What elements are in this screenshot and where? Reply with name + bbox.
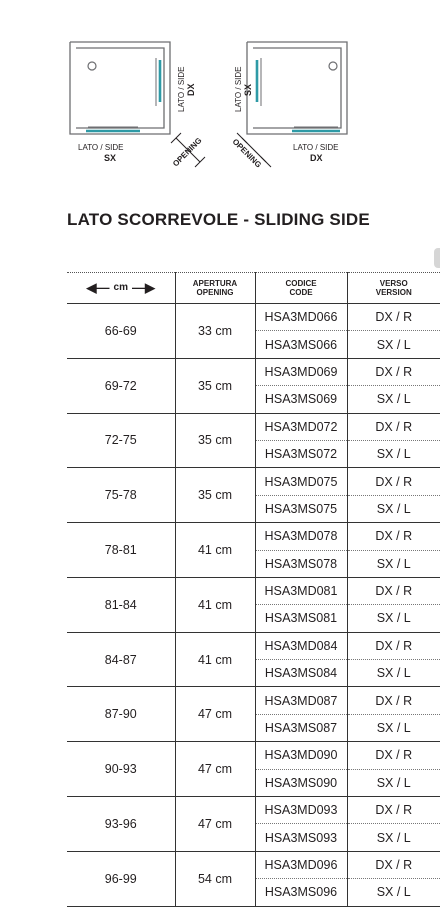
product-code-cell: HSA3MS072 — [255, 440, 347, 467]
product-code-cell: HSA3MD066 — [255, 304, 347, 331]
header-codice-label: CODICE — [285, 279, 317, 288]
version-cell: DX / R — [347, 358, 440, 385]
product-code-cell: HSA3MS075 — [255, 495, 347, 522]
header-apertura-label: APERTURA — [192, 279, 238, 288]
product-code-cell: HSA3MS069 — [255, 386, 347, 413]
product-code-cell: HSA3MD078 — [255, 523, 347, 550]
version-cell: DX / R — [347, 797, 440, 824]
version-cell: DX / R — [347, 632, 440, 659]
right-diagram — [231, 42, 347, 170]
version-cell: DX / R — [347, 687, 440, 714]
page-title: LATO SCORREVOLE - SLIDING SIDE — [67, 210, 370, 229]
right-glass-panels — [257, 60, 340, 131]
header-verso-label: VERSO — [379, 279, 408, 288]
left-side-bottom-value: SX — [104, 153, 117, 163]
header-cm-label: cm — [113, 282, 128, 293]
table-row — [67, 358, 440, 385]
opening-cell: 41 cm — [175, 632, 255, 687]
product-code-cell: HSA3MD093 — [255, 797, 347, 824]
product-code-cell: HSA3MS090 — [255, 769, 347, 796]
table-row — [67, 304, 440, 331]
left-drain-icon — [88, 62, 96, 70]
product-code-cell: HSA3MD072 — [255, 413, 347, 440]
arrow-left-icon: ◀— — [86, 279, 110, 295]
opening-cell: 47 cm — [175, 742, 255, 797]
opening-cell: 35 cm — [175, 358, 255, 413]
version-cell: DX / R — [347, 304, 440, 331]
left-side-bottom-label: LATO / SIDE — [78, 143, 124, 152]
header-version-label: VERSION — [375, 288, 412, 297]
table-row — [67, 797, 440, 824]
product-code-cell: HSA3MD081 — [255, 577, 347, 604]
right-side-bottom-value: DX — [310, 153, 323, 163]
table-row — [67, 413, 440, 440]
right-opening-label: OPENING — [230, 137, 264, 170]
version-cell: SX / L — [347, 605, 440, 632]
version-cell: DX / R — [347, 851, 440, 878]
version-cell: SX / L — [347, 386, 440, 413]
width-range-cell: 87-90 — [67, 687, 175, 742]
version-cell: SX / L — [347, 824, 440, 851]
table-row — [67, 468, 440, 495]
table-row — [67, 523, 440, 550]
width-range-cell: 93-96 — [67, 797, 175, 852]
table-row — [67, 577, 440, 604]
product-code-cell: HSA3MS096 — [255, 879, 347, 906]
left-side-top-label: LATO / SIDE — [177, 66, 186, 112]
left-enclosure-frame — [70, 42, 170, 134]
table-header-row — [67, 273, 440, 304]
page-edge-tab — [434, 248, 440, 268]
left-side-top-value: DX — [186, 83, 196, 96]
header-opening — [175, 273, 255, 304]
version-cell: SX / L — [347, 879, 440, 906]
right-enclosure-frame — [247, 42, 347, 134]
left-diagram — [70, 42, 205, 168]
table-row — [67, 687, 440, 714]
version-cell: SX / L — [347, 331, 440, 358]
product-code-cell: HSA3MD087 — [255, 687, 347, 714]
width-range-cell: 81-84 — [67, 577, 175, 632]
right-side-top-label: LATO / SIDE — [234, 66, 243, 112]
opening-cell: 41 cm — [175, 523, 255, 578]
product-code-cell: HSA3MS093 — [255, 824, 347, 851]
opening-cell: 47 cm — [175, 687, 255, 742]
width-range-cell: 96-99 — [67, 851, 175, 906]
product-code-cell: HSA3MD069 — [255, 358, 347, 385]
header-version — [347, 273, 440, 304]
opening-cell: 47 cm — [175, 797, 255, 852]
version-cell: DX / R — [347, 468, 440, 495]
right-side-top-value: SX — [243, 83, 253, 96]
version-cell: SX / L — [347, 440, 440, 467]
right-drain-icon — [329, 62, 337, 70]
right-side-bottom-label: LATO / SIDE — [293, 143, 339, 152]
header-width — [67, 273, 175, 304]
left-opening-label: OPENING — [171, 135, 204, 169]
arrow-right-icon: —▶ — [131, 279, 155, 295]
version-cell: DX / R — [347, 413, 440, 440]
table-row — [67, 742, 440, 769]
header-code-label: CODE — [289, 288, 313, 297]
product-code-cell: HSA3MD075 — [255, 468, 347, 495]
product-code-cell: HSA3MS066 — [255, 331, 347, 358]
header-code — [255, 273, 347, 304]
opening-cell: 33 cm — [175, 304, 255, 359]
opening-cell: 41 cm — [175, 577, 255, 632]
width-range-cell: 69-72 — [67, 358, 175, 413]
installation-diagrams — [0, 0, 440, 200]
version-cell: SX / L — [347, 550, 440, 577]
width-range-cell: 66-69 — [67, 304, 175, 359]
product-code-cell: HSA3MS081 — [255, 605, 347, 632]
version-cell: SX / L — [347, 495, 440, 522]
table-row — [67, 851, 440, 878]
width-range-cell: 78-81 — [67, 523, 175, 578]
product-code-cell: HSA3MS084 — [255, 660, 347, 687]
product-code-cell: HSA3MS078 — [255, 550, 347, 577]
left-glass-panels — [86, 60, 160, 131]
width-range-cell: 90-93 — [67, 742, 175, 797]
version-cell: DX / R — [347, 742, 440, 769]
width-range-cell: 84-87 — [67, 632, 175, 687]
product-code-cell: HSA3MS087 — [255, 714, 347, 741]
header-opening-label: OPENING — [196, 288, 234, 297]
width-range-cell: 75-78 — [67, 468, 175, 523]
sliding-side-table — [67, 272, 440, 907]
opening-cell: 54 cm — [175, 851, 255, 906]
table-body — [67, 304, 440, 907]
product-code-cell: HSA3MD096 — [255, 851, 347, 878]
product-code-cell: HSA3MD084 — [255, 632, 347, 659]
version-cell: SX / L — [347, 769, 440, 796]
version-cell: DX / R — [347, 577, 440, 604]
version-cell: SX / L — [347, 714, 440, 741]
product-code-cell: HSA3MD090 — [255, 742, 347, 769]
table-row — [67, 632, 440, 659]
width-range-cell: 72-75 — [67, 413, 175, 468]
version-cell: DX / R — [347, 523, 440, 550]
opening-cell: 35 cm — [175, 413, 255, 468]
version-cell: SX / L — [347, 660, 440, 687]
opening-cell: 35 cm — [175, 468, 255, 523]
